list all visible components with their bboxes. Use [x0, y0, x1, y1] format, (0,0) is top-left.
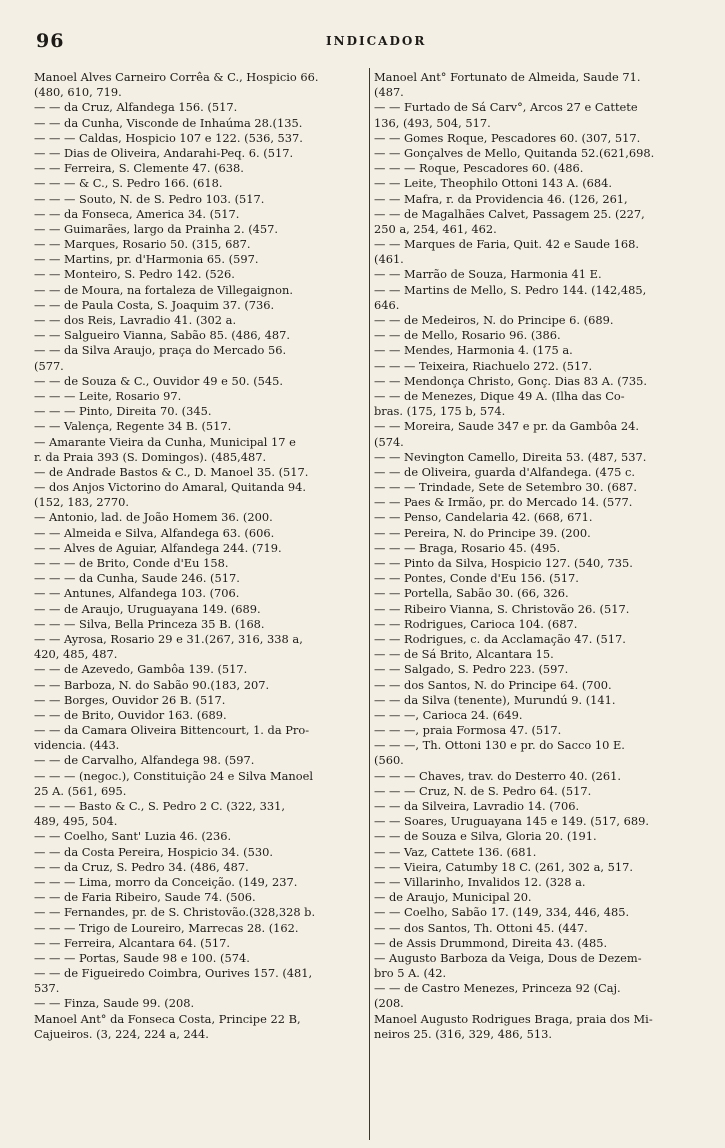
directory-entry-line: — — da Cruz, Alfandega 156. (517. [34, 100, 238, 115]
directory-entry-line: videncia. (443. [34, 738, 120, 753]
directory-entry-line: — — Almeida e Silva, Alfandega 63. (606. [34, 525, 275, 540]
directory-entry-line: — de Araujo, Municipal 20. [374, 890, 532, 905]
directory-entry-line: — — Salgueiro Vianna, Sabão 85. (486, 487. [34, 328, 291, 343]
directory-entry-line: — — — Pinto, Direita 70. (345. [34, 404, 212, 419]
directory-entry-line: Manoel Augusto Rodrigues Braga, praia dos Mi- [374, 1011, 653, 1026]
directory-entry-line: — — — Portas, Saude 98 e 100. (574. [34, 950, 250, 965]
directory-entry-line: — — — Caldas, Hospicio 107 e 122. (536, 537. [34, 130, 303, 145]
directory-entry-line: — — Vaz, Cattete 136. (681. [374, 844, 537, 859]
directory-entry-line: — — —, praia Formosa 47. (517. [374, 723, 562, 738]
directory-entry-line: — — dos Santos, N. do Principe 64. (700. [374, 677, 612, 692]
directory-entry-line: — — Pinto da Silva, Hospicio 127. (540, 735. [374, 556, 633, 570]
page-header [36, 30, 711, 54]
directory-entry-line: — — Guimarães, largo da Prainha 2. (457. [34, 221, 279, 236]
column-divider [369, 68, 370, 1140]
directory-entry-line: (577. [34, 358, 64, 373]
directory-entry-line: — — — Trigo de Loureiro, Marrecas 28. (162. [34, 920, 299, 935]
directory-entry-line: — — Marques, Rosario 50. (315, 687. [34, 237, 251, 252]
directory-entry-line: (152, 183, 2770. [34, 495, 130, 510]
directory-entry-line: — — — Teixeira, Riachuelo 272. (517. [374, 358, 593, 373]
directory-entry-line: (574. [374, 434, 404, 449]
directory-entry-line: — — Martins de Mello, S. Pedro 144. (142,485, [374, 282, 647, 297]
directory-entry-line: r. da Praia 393 (S. Domingos). (485,487. [34, 449, 267, 464]
directory-entry-line: — — da Silveira, Lavradio 14. (706. [374, 799, 580, 813]
directory-entry-line: Manoel Ant° da Fonseca Costa, Principe 22 B, [34, 1011, 301, 1026]
directory-entry-line: — Amarante Vieira da Cunha, Municipal 17 e [34, 434, 296, 449]
directory-entry-line: — — de Paula Costa, S. Joaquim 37. (736. [34, 297, 275, 312]
directory-entry-line: 537. [34, 981, 60, 996]
directory-entry-line: — — —, Th. Ottoni 130 e pr. do Sacco 10 E. [374, 738, 625, 753]
directory-entry-line: — Augusto Barboza da Veiga, Dous de Dezem- [374, 950, 642, 965]
directory-entry-line: — — de Oliveira, guarda d'Alfandega. (475 c. [374, 464, 635, 479]
directory-entry-line: — — de Azevedo, Gambôa 139. (517. [34, 662, 248, 677]
directory-entry-line: — — Portella, Sabão 30. (66, 326. [374, 586, 569, 601]
directory-entry-line: — — de Magalhães Calvet, Passagem 25. (227, [374, 206, 645, 221]
directory-entry-line: — — de Araujo, Uruguayana 149. (689. [34, 601, 261, 616]
directory-entry-line: — — — & C., S. Pedro 166. (618. [34, 176, 223, 191]
directory-entry-line: — — de Mello, Rosario 96. (386. [374, 328, 561, 343]
directory-entry-line: — — da Silva Araujo, praça do Mercado 56. [34, 343, 287, 358]
directory-entry-line: — — de Carvalho, Alfandega 98. (597. [34, 753, 255, 768]
directory-entry-line: — — Gonçalves de Mello, Quitanda 52.(621,698. [374, 145, 655, 160]
directory-entry-line: Cajueiros. (3, 224, 224 a, 244. [34, 1026, 209, 1041]
directory-entry-line: — — Barboza, N. do Sabão 90.(183, 207. [34, 677, 270, 692]
directory-entry-line: — — de Castro Menezes, Princeza 92 (Caj. [374, 981, 621, 996]
directory-entry-line: Manoel Alves Carneiro Corrêa & C., Hospicio 66. [34, 70, 319, 84]
directory-entry-line: — — dos Reis, Lavradio 41. (302 a. [34, 313, 237, 327]
directory-entry-line: — — — Lima, morro da Conceição. (149, 237. [34, 874, 298, 889]
directory-entry-line: — — Ribeiro Vianna, S. Christovão 26. (517. [374, 601, 630, 616]
directory-entry-line: — — — Chaves, trav. do Desterro 40. (261. [374, 768, 621, 783]
directory-entry-line: — — Gomes Roque, Pescadores 60. (307, 517. [374, 130, 641, 145]
directory-entry-line: — — Vieira, Catumby 18 C. (261, 302 a, 517. [374, 859, 633, 874]
directory-entry-line: — — — Souto, N. de S. Pedro 103. (517. [34, 191, 265, 206]
directory-entry-line: — — Monteiro, S. Pedro 142. (526. [34, 267, 235, 282]
directory-entry-line: — — — Roque, Pescadores 60. (486. [374, 161, 584, 176]
directory-entry-line: — — da Fonseca, America 34. (517. [34, 206, 240, 221]
directory-entry-line: — — Mafra, r. da Providencia 46. (126, 261, [374, 191, 628, 206]
directory-entry-line: — — da Silva (tenente), Murundú 9. (141. [374, 692, 616, 707]
directory-entry-line: — de Assis Drummond, Direita 43. (485. [374, 935, 608, 950]
directory-entry-line: bras. (175, 175 b, 574. [374, 404, 506, 419]
directory-entry-line: — — Martins, pr. d'Harmonia 65. (597. [34, 252, 259, 267]
directory-entry-line: — — Leite, Theophilo Ottoni 143 A. (684. [374, 176, 613, 191]
directory-entry-line: — — — Silva, Bella Princeza 35 B. (168. [34, 616, 265, 631]
directory-entry-line: bro 5 A. (42. [374, 966, 447, 981]
directory-entry-line: — — Coelho, Sabão 17. (149, 334, 446, 485. [374, 905, 630, 920]
directory-entry-line: 250 a, 254, 461, 462. [374, 221, 497, 236]
directory-entry-line: — — da Cunha, Visconde de Inhaúma 28.(135. [34, 115, 303, 130]
directory-entry-line: — — Pontes, Conde d'Eu 156. (517. [374, 571, 579, 586]
directory-entry-line: — — de Menezes, Dique 49 A. (Ilha das Co- [374, 388, 625, 403]
directory-entry-line: 489, 495, 504. [34, 814, 118, 829]
directory-entry-line: — — — Trindade, Sete de Setembro 30. (687. [374, 480, 637, 495]
directory-entry-line: — — Ferreira, Alcantara 64. (517. [34, 935, 230, 950]
directory-entry-line: — — Furtado de Sá Carv°, Arcos 27 e Cattete [374, 100, 638, 115]
directory-entry-line: — — Coelho, Sant' Luzia 46. (236. [34, 829, 232, 844]
directory-entry-line: — — de Souza e Silva, Gloria 20. (191. [374, 829, 597, 844]
directory-entry-line: — — Fernandes, pr. de S. Christovão.(328,328 b. [34, 905, 316, 920]
directory-entry-line: (208. [374, 996, 404, 1011]
directory-entry-line: — — Paes & Irmão, pr. do Mercado 14. (577. [374, 495, 633, 510]
directory-entry-line: — — Salgado, S. Pedro 223. (597. [374, 662, 569, 677]
directory-entry-line: — — Moreira, Saude 347 e pr. da Gambôa 24. [374, 419, 639, 434]
directory-entry-line: — — Rodrigues, c. da Acclamação 47. (517. [374, 631, 626, 646]
directory-entry-line: — — — da Cunha, Saude 246. (517. [34, 571, 240, 586]
directory-entry-line: — de Andrade Bastos & C., D. Manoel 35. (517. [34, 464, 309, 479]
directory-entry-line: — — — Cruz, N. de S. Pedro 64. (517. [374, 783, 592, 798]
directory-entry-line: — — Antunes, Alfandega 103. (706. [34, 586, 240, 601]
directory-entry-line: — — de Sá Brito, Alcantara 15. [374, 647, 554, 662]
directory-entry-line: — — da Cruz, S. Pedro 34. (486, 487. [34, 859, 249, 874]
directory-entry-line: — — de Figueiredo Coimbra, Ourives 157. (481, [34, 966, 313, 981]
directory-entry-line: — — da Costa Pereira, Hospicio 34. (530. [34, 844, 273, 859]
directory-entry-line: 25 A. (561, 695. [34, 783, 127, 798]
directory-entry-line: Manoel Ant° Fortunato de Almeida, Saude 71. [374, 70, 641, 84]
directory-entry-line: — — de Faria Ribeiro, Saude 74. (506. [34, 890, 256, 905]
directory-entry-line: (487. [374, 85, 404, 100]
directory-entry-line: — — Pereira, N. do Principe 39. (200. [374, 525, 591, 540]
directory-entry-line: — Antonio, lad. de João Homem 36. (200. [34, 510, 273, 525]
directory-entry-line: 136, (493, 504, 517. [374, 115, 491, 130]
directory-entry-line: (461. [374, 252, 404, 267]
directory-entry-line: — — — Basto & C., S. Pedro 2 C. (322, 331, [34, 799, 285, 813]
directory-entry-line: — dos Anjos Victorino do Amaral, Quitanda 94. [34, 480, 306, 495]
page-title: INDICADOR [326, 34, 427, 48]
right-column [374, 70, 719, 1042]
directory-entry-line: — — de Medeiros, N. do Principe 6. (689. [374, 313, 614, 327]
directory-entry-line: neiros 25. (316, 329, 486, 513. [374, 1026, 552, 1041]
directory-entry-line: — — — Braga, Rosario 45. (495. [374, 540, 561, 555]
directory-entry-line: — — dos Santos, Th. Ottoni 45. (447. [374, 920, 588, 935]
directory-entry-line: — — Ferreira, S. Clemente 47. (638. [34, 161, 244, 176]
directory-entry-line: 420, 485, 487. [34, 647, 118, 662]
directory-entry-line: — — Finza, Saude 99. (208. [34, 996, 195, 1011]
directory-entry-line: — — Rodrigues, Carioca 104. (687. [374, 616, 578, 631]
directory-entry-line: — — Villarinho, Invalidos 12. (328 a. [374, 874, 586, 889]
left-column [34, 70, 368, 1042]
directory-entry-line: — — Ayrosa, Rosario 29 e 31.(267, 316, 338 a, [34, 631, 303, 646]
page-number: 96 [36, 30, 65, 52]
directory-entry-line: — — — (negoc.), Constituição 24 e Silva Manoel [34, 768, 314, 783]
directory-entry-line: — — Mendes, Harmonia 4. (175 a. [374, 343, 573, 358]
directory-entry-line: — — Penso, Candelaria 42. (668, 671. [374, 510, 593, 525]
directory-entry-line: — — Nevington Camello, Direita 53. (487, 537. [374, 449, 647, 464]
directory-entry-line: — — Mendonça Christo, Gonç. Dias 83 A. (735. [374, 373, 648, 388]
directory-entry-line: (560. [374, 753, 404, 768]
directory-entry-line: (480, 610, 719. [34, 85, 122, 100]
directory-entry-line: — — —, Carioca 24. (649. [374, 707, 523, 722]
directory-entry-line: — — Borges, Ouvidor 26 B. (517. [34, 692, 226, 707]
directory-entry-line: — — — Leite, Rosario 97. [34, 388, 182, 403]
directory-entry-line: — — Marrão de Souza, Harmonia 41 E. [374, 267, 602, 282]
directory-entry-line: — — Soares, Uruguayana 145 e 149. (517, 689. [374, 814, 650, 829]
directory-entry-line: — — Alves de Aguiar, Alfandega 244. (719. [34, 540, 282, 555]
directory-entry-line: 646. [374, 297, 400, 312]
directory-entry-line: — — — de Brito, Conde d'Eu 158. [34, 556, 229, 570]
directory-entry-line: — — Marques de Faria, Quit. 42 e Saude 168. [374, 237, 640, 252]
directory-entry-line: — — da Camara Oliveira Bittencourt, 1. da Pro- [34, 723, 310, 738]
directory-entry-line: — — de Moura, na fortaleza de Villegaignon. [34, 282, 293, 297]
directory-entry-line: — — de Brito, Ouvidor 163. (689. [34, 707, 227, 722]
directory-entry-line: — — Dias de Oliveira, Andarahi-Peq. 6. (517. [34, 145, 294, 160]
directory-entry-line: — — de Souza & C., Ouvidor 49 e 50. (545. [34, 373, 284, 388]
directory-entry-line: — — Valença, Regente 34 B. (517. [34, 419, 232, 434]
